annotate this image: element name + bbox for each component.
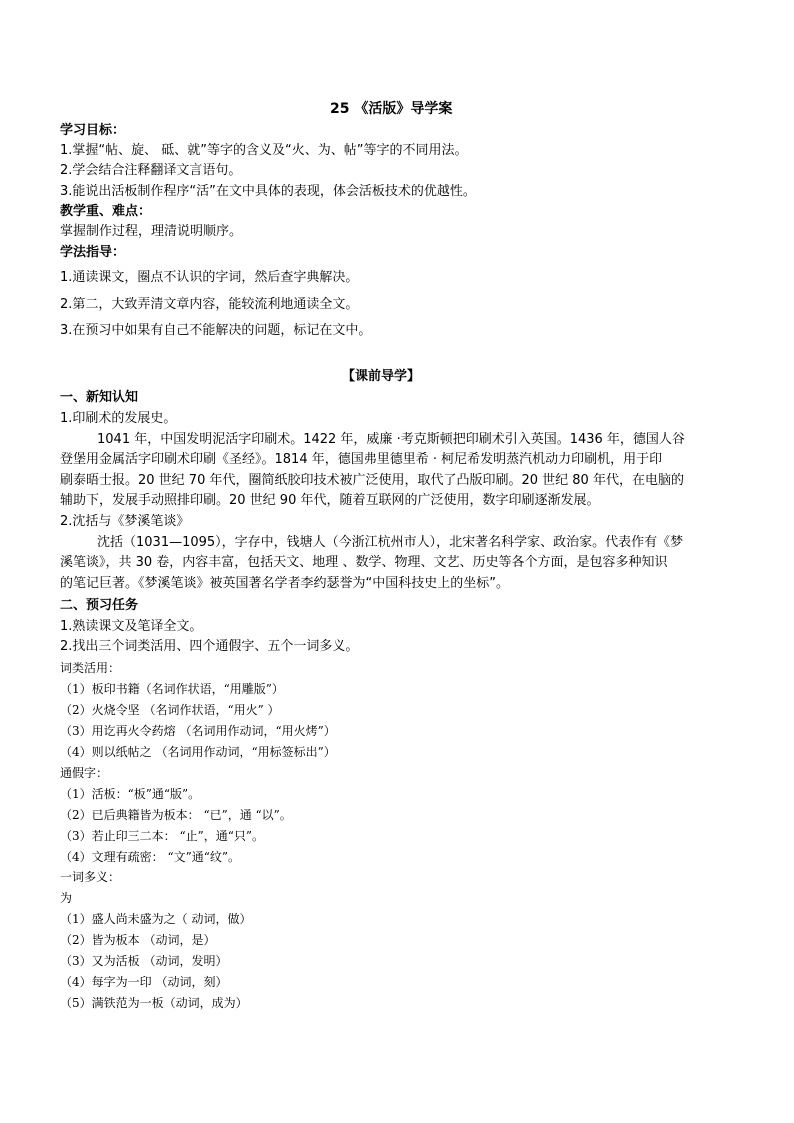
usage-item: （2）火烧令坚 （名词作状语，“用火” ） [60, 703, 280, 717]
tongjia-item: （4）文理有疏密： “文”通“纹”。 [60, 850, 240, 864]
polysemy-item: （1）盛人尚未盛为之（ 动词，做） [60, 912, 252, 926]
history-paragraph-line: 辅助下，发展手动照排印刷。20 世纪 90 年代，随着互联网的广泛使用，数字印刷逐渐发展。 [60, 493, 600, 508]
polysemy-item: （2）皆为板本 （动词，是） [60, 933, 216, 947]
usage-item: （1）板印书籍（名词作状语，“用雕版”） [60, 682, 284, 696]
tongjia-item: （2）已后典籍皆为板本： “已”，通 “以”。 [60, 808, 292, 822]
objectives-heading: 学习目标： [60, 123, 126, 138]
task-item: 2.找出三个词类活用、四个通假字、五个一词多义。 [60, 639, 359, 654]
shenkuo-paragraph-line: 沈括（1031—1095），字存中，钱塘人（今浙江杭州市人），北宋著名科学家、政治家。代表作有《梦 [97, 535, 684, 550]
polysemy-heading: 一词多义： [60, 870, 121, 884]
tongjia-item: （1）活板：“板”通“版”。 [60, 787, 201, 801]
preview-heading: 【课前导学】 [342, 369, 421, 384]
shenkuo-paragraph-line: 溪笔谈》，共 30 卷，内容丰富，包括天文、地理 、数学、物理、文艺、历史等各个方面，是包容多种知识 [60, 555, 668, 570]
usage-item: （4）则以纸帖之 （名词用作动词，“用标签标出”） [60, 745, 336, 759]
polysemy-word: 为 [60, 891, 73, 905]
history-paragraph-line: 登堡用金属活字印刷术印刷《圣经》。1814 年，德国弗里德里希 · 柯尼希发明蒸汽机动力印刷机，用于印 [60, 452, 663, 467]
method-item: 2.第二，大致弄清文章内容，能较流利地通读全文。 [60, 297, 359, 312]
usage-item: （3）用讫再火令药熔 （名词用作动词，“用火烤”） [60, 724, 336, 738]
method-heading: 学法指导： [60, 245, 126, 260]
document-title: 25 《活版》导学案 [330, 101, 453, 117]
shenkuo-paragraph-line: 的笔记巨著。《梦溪笔谈》被英国著名学者李约瑟誉为“中国科技史上的坐标”。 [60, 576, 509, 591]
objective-item: 1.掌握“帖、旋、 砥、就”等字的含义及“火、为、帖”等字的不同用法。 [60, 143, 468, 158]
tongjia-item: （3）若止印三二本： “止”，通“只”。 [60, 829, 264, 843]
tongjia-heading: 通假字： [60, 766, 109, 780]
polysemy-item: （4）每字为一印 （动词，刻） [60, 975, 228, 989]
section1-subheading: 2.沈括与《梦溪笔谈》 [60, 514, 190, 529]
method-item: 3.在预习中如果有自己不能解决的问题，标记在文中。 [60, 323, 372, 338]
section1-heading: 一、新知认知 [60, 390, 139, 405]
section1-subheading: 1.印刷术的发展史。 [60, 411, 177, 426]
history-paragraph-line: 刷泰晤士报。20 世纪 70 年代，圈简纸胶印技术被广泛使用，取代了凸版印刷。20 世纪 80 年代，在电脑的 [60, 473, 684, 488]
polysemy-item: （3）又为活板 （动词，发明） [60, 954, 228, 968]
usage-heading: 词类活用： [60, 661, 121, 675]
key-points-heading: 教学重、难点： [60, 204, 152, 219]
objective-item: 2.学会结合注释翻译文言语句。 [60, 163, 242, 178]
method-item: 1.通读课文，圈点不认识的字词，然后查字典解决。 [60, 270, 359, 285]
task-item: 1.熟读课文及笔译全文。 [60, 619, 203, 634]
objective-item: 3.能说出活板制作程序“活”在文中具体的表现，体会活板技术的优越性。 [60, 184, 476, 199]
polysemy-item: （5）满铁范为一板（动词，成为） [60, 996, 248, 1010]
history-paragraph-line: 1041 年，中国发明泥活字印刷术。1422 年，威廉 ·考克斯顿把印刷术引入英国。1436 年，德国人谷 [97, 432, 685, 447]
key-points-text: 掌握制作过程，理清说明顺序。 [60, 224, 243, 239]
section2-heading: 二、预习任务 [60, 598, 139, 613]
